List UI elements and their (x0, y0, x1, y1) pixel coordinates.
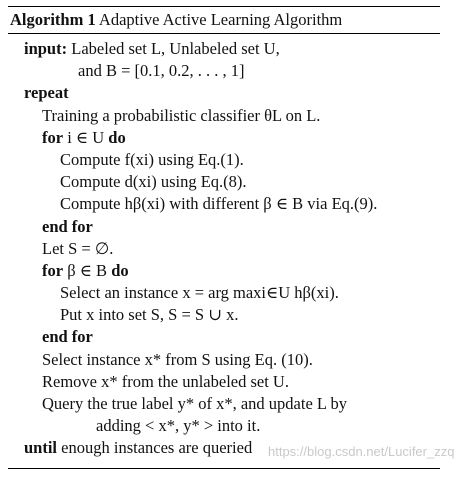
algorithm-title (8, 7, 440, 33)
algorithm-line (8, 171, 440, 193)
keyword: do (111, 260, 129, 280)
algorithm-line (8, 149, 440, 171)
bottom-rule (8, 468, 440, 469)
keyword: end for (42, 216, 93, 236)
algorithm-line (8, 415, 440, 437)
line-text: Query the true label y* of x*, and update L by (42, 394, 348, 413)
algorithm-line (8, 304, 440, 326)
line-text: i ∈ U (63, 127, 109, 147)
line-text: Select instance x* from S using Eq. (10). (42, 349, 313, 369)
algorithm-box (8, 6, 440, 460)
algorithm-line (8, 105, 440, 127)
line-text: Compute hβ(xi) with different β ∈ B via Eq.(9). (60, 194, 378, 214)
line-text: Labeled set L, Unlabeled set U, (67, 39, 280, 58)
algorithm-line (8, 238, 440, 260)
line-text: β ∈ B (63, 260, 112, 280)
line-text: Compute f(xi) using Eq.(1). (60, 149, 244, 169)
keyword: input: (24, 39, 68, 58)
algorithm-line (8, 371, 440, 393)
algorithm-line (8, 326, 440, 348)
algorithm-line (8, 193, 440, 215)
line-text: Training a probabilistic classifier θL on L. (42, 105, 321, 125)
keyword: for (42, 127, 64, 147)
algorithm-name: Adaptive Active Learning Algorithm (98, 10, 343, 29)
algorithm-line (8, 349, 440, 371)
keyword: for (42, 260, 64, 280)
algorithm-line (8, 127, 440, 149)
line-text: and B = [0.1, 0.2, . . . , 1] (78, 61, 245, 81)
algorithm-line (8, 60, 440, 82)
keyword: do (108, 127, 126, 147)
algorithm-line (8, 282, 440, 304)
algorithm-body (8, 34, 440, 460)
line-text: Compute d(xi) using Eq.(8). (60, 172, 247, 192)
line-text: Remove x* from the unlabeled set U. (42, 371, 289, 391)
algorithm-line (8, 82, 440, 104)
algorithm-line (8, 393, 440, 415)
algorithm-line (8, 38, 440, 60)
line-text: Select an instance x = arg maxi∈U hβ(xi). (60, 283, 339, 303)
watermark: https://blog.csdn.net/Lucifer_zzq (268, 444, 454, 459)
keyword: repeat (24, 83, 69, 103)
line-text: Put x into set S, S = S ∪ x. (60, 305, 239, 325)
algorithm-line (8, 216, 440, 238)
line-text: adding < x*, y* > into it. (96, 416, 261, 436)
keyword: end for (42, 327, 93, 347)
line-text: Let S = ∅. (42, 238, 114, 258)
keyword: until (24, 438, 58, 458)
line-text: enough instances are queried (57, 438, 253, 458)
algorithm-line (8, 260, 440, 282)
algorithm-number: Algorithm 1 (10, 10, 96, 29)
